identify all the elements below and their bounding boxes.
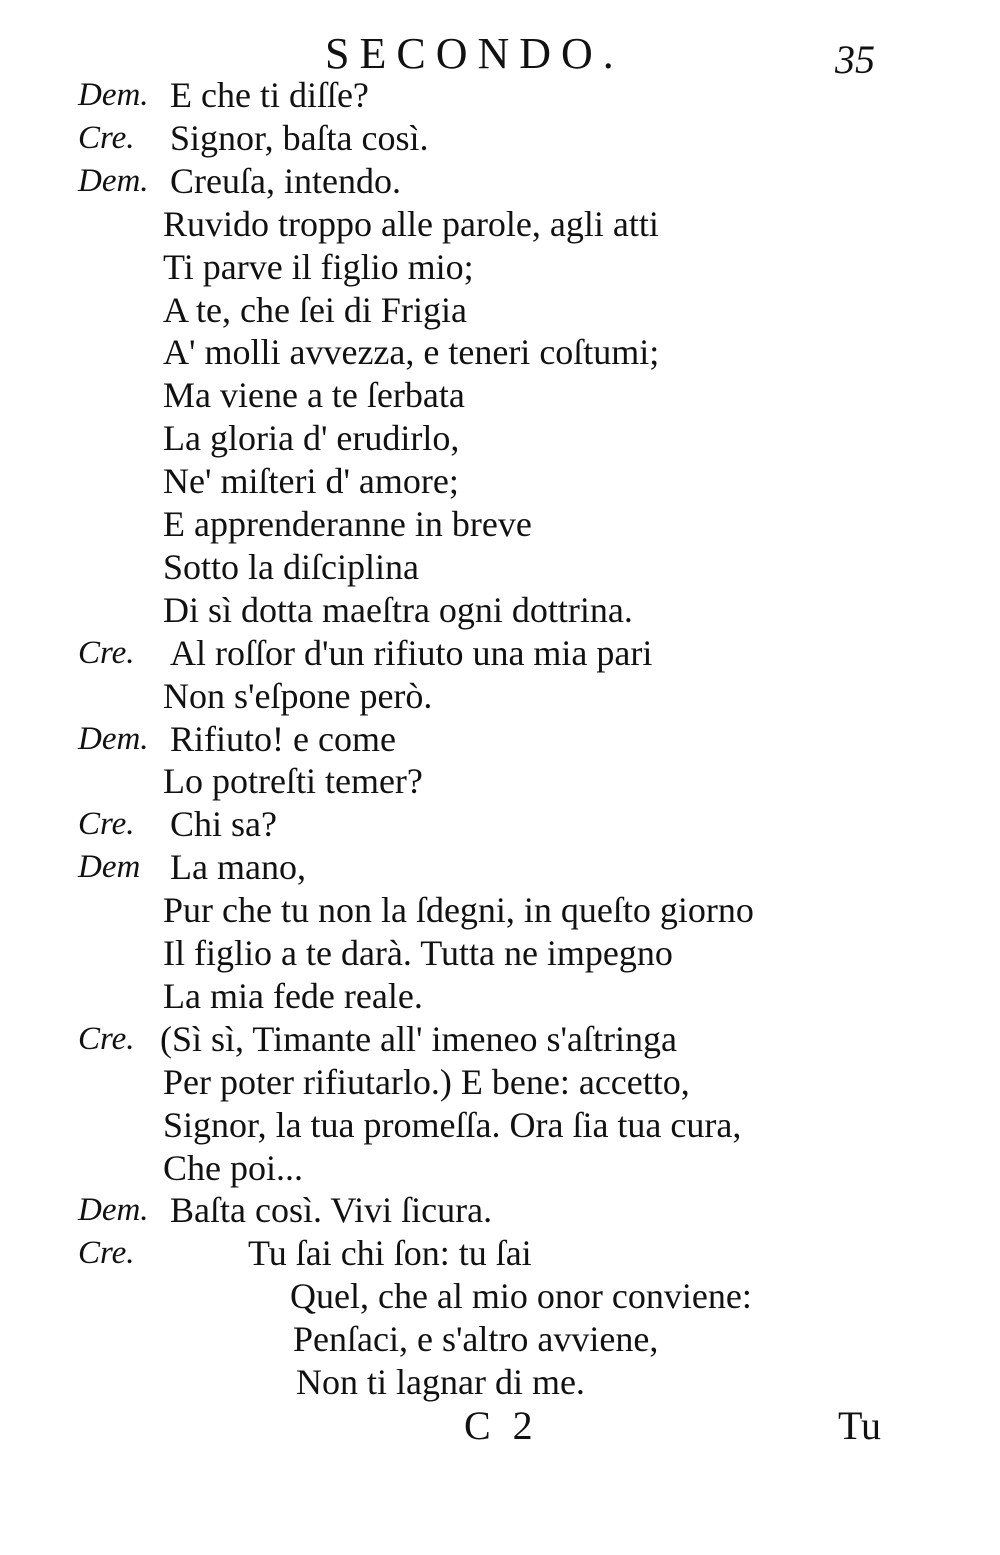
speaker-label: Dem. (78, 720, 149, 757)
speaker-label: Cre. (78, 1235, 135, 1272)
line-text: Non s'eſpone però. (163, 675, 433, 716)
page-number: 35 (835, 37, 875, 82)
line-text: E apprenderanne in breve (163, 504, 532, 544)
speaker-label: Dem (78, 849, 141, 886)
speaker-label: Cre. (78, 634, 135, 671)
speaker-label: Dem. (78, 1192, 149, 1229)
line-text: A te, che ſei di Frigia (163, 289, 467, 330)
speaker-label: Dem. (78, 162, 149, 199)
line-text: Di sì dotta maeſtra ogni dottrina. (163, 589, 633, 630)
speaker-label: Cre. (78, 806, 135, 843)
line-text: La mia fede reale. (163, 975, 423, 1016)
line-text: La gloria d' erudirlo, (163, 418, 460, 459)
line-text: Creuſa, intendo. (170, 160, 401, 201)
signature-mark: C 2 (464, 1403, 539, 1448)
line-text: Il figlio a te darà. Tutta ne impegno (163, 933, 673, 973)
line-text: Rifiuto! e come (170, 718, 396, 759)
line-text: Sotto la diſciplina (163, 546, 419, 587)
page-header-title: SECONDO. (325, 29, 624, 78)
line-text: Per poter rifiutarlo.) E bene: accetto, (163, 1061, 690, 1102)
line-text: Signor, baſta così. (170, 117, 429, 158)
line-text: Signor, la tua promeſſa. Ora ſia tua cura, (163, 1104, 742, 1145)
line-text: Che poi... (163, 1147, 303, 1188)
speaker-label: Dem. (78, 77, 149, 113)
line-text: Ne' miſteri d' amore; (163, 461, 459, 502)
line-text: A' molli avvezza, e teneri coſtumi; (163, 332, 660, 373)
line-text: La mano, (170, 847, 306, 888)
speaker-label: Cre. (78, 119, 135, 156)
line-text: Ti parve il figlio mio; (163, 246, 474, 287)
line-text: Non ti lagnar di me. (296, 1362, 585, 1402)
line-text: Baſta così. Vivi ſicura. (170, 1190, 493, 1231)
line-text: Penſaci, e s'altro avviene, (293, 1319, 659, 1360)
line-text: Tu ſai chi ſon: tu ſai (248, 1233, 532, 1274)
line-text: Quel, che al mio onor conviene: (290, 1276, 752, 1317)
line-text: Ma viene a te ſerbata (163, 375, 465, 416)
line-text: E che ti diſſe? (170, 75, 369, 115)
line-text: Al roſſor d'un rifiuto una mia pari (170, 632, 653, 673)
line-text: (Sì sì, Timante all' imeneo s'aſtringa (160, 1018, 677, 1059)
line-text: Ruvido troppo alle parole, agli atti (163, 203, 659, 244)
speaker-label: Cre. (78, 1020, 135, 1057)
catchword: Tu (838, 1403, 882, 1448)
line-text: Pur che tu non la ſdegni, in queſto giorno (163, 890, 754, 931)
line-text: Lo potreſti temer? (163, 761, 423, 802)
line-text: Chi sa? (170, 804, 277, 845)
